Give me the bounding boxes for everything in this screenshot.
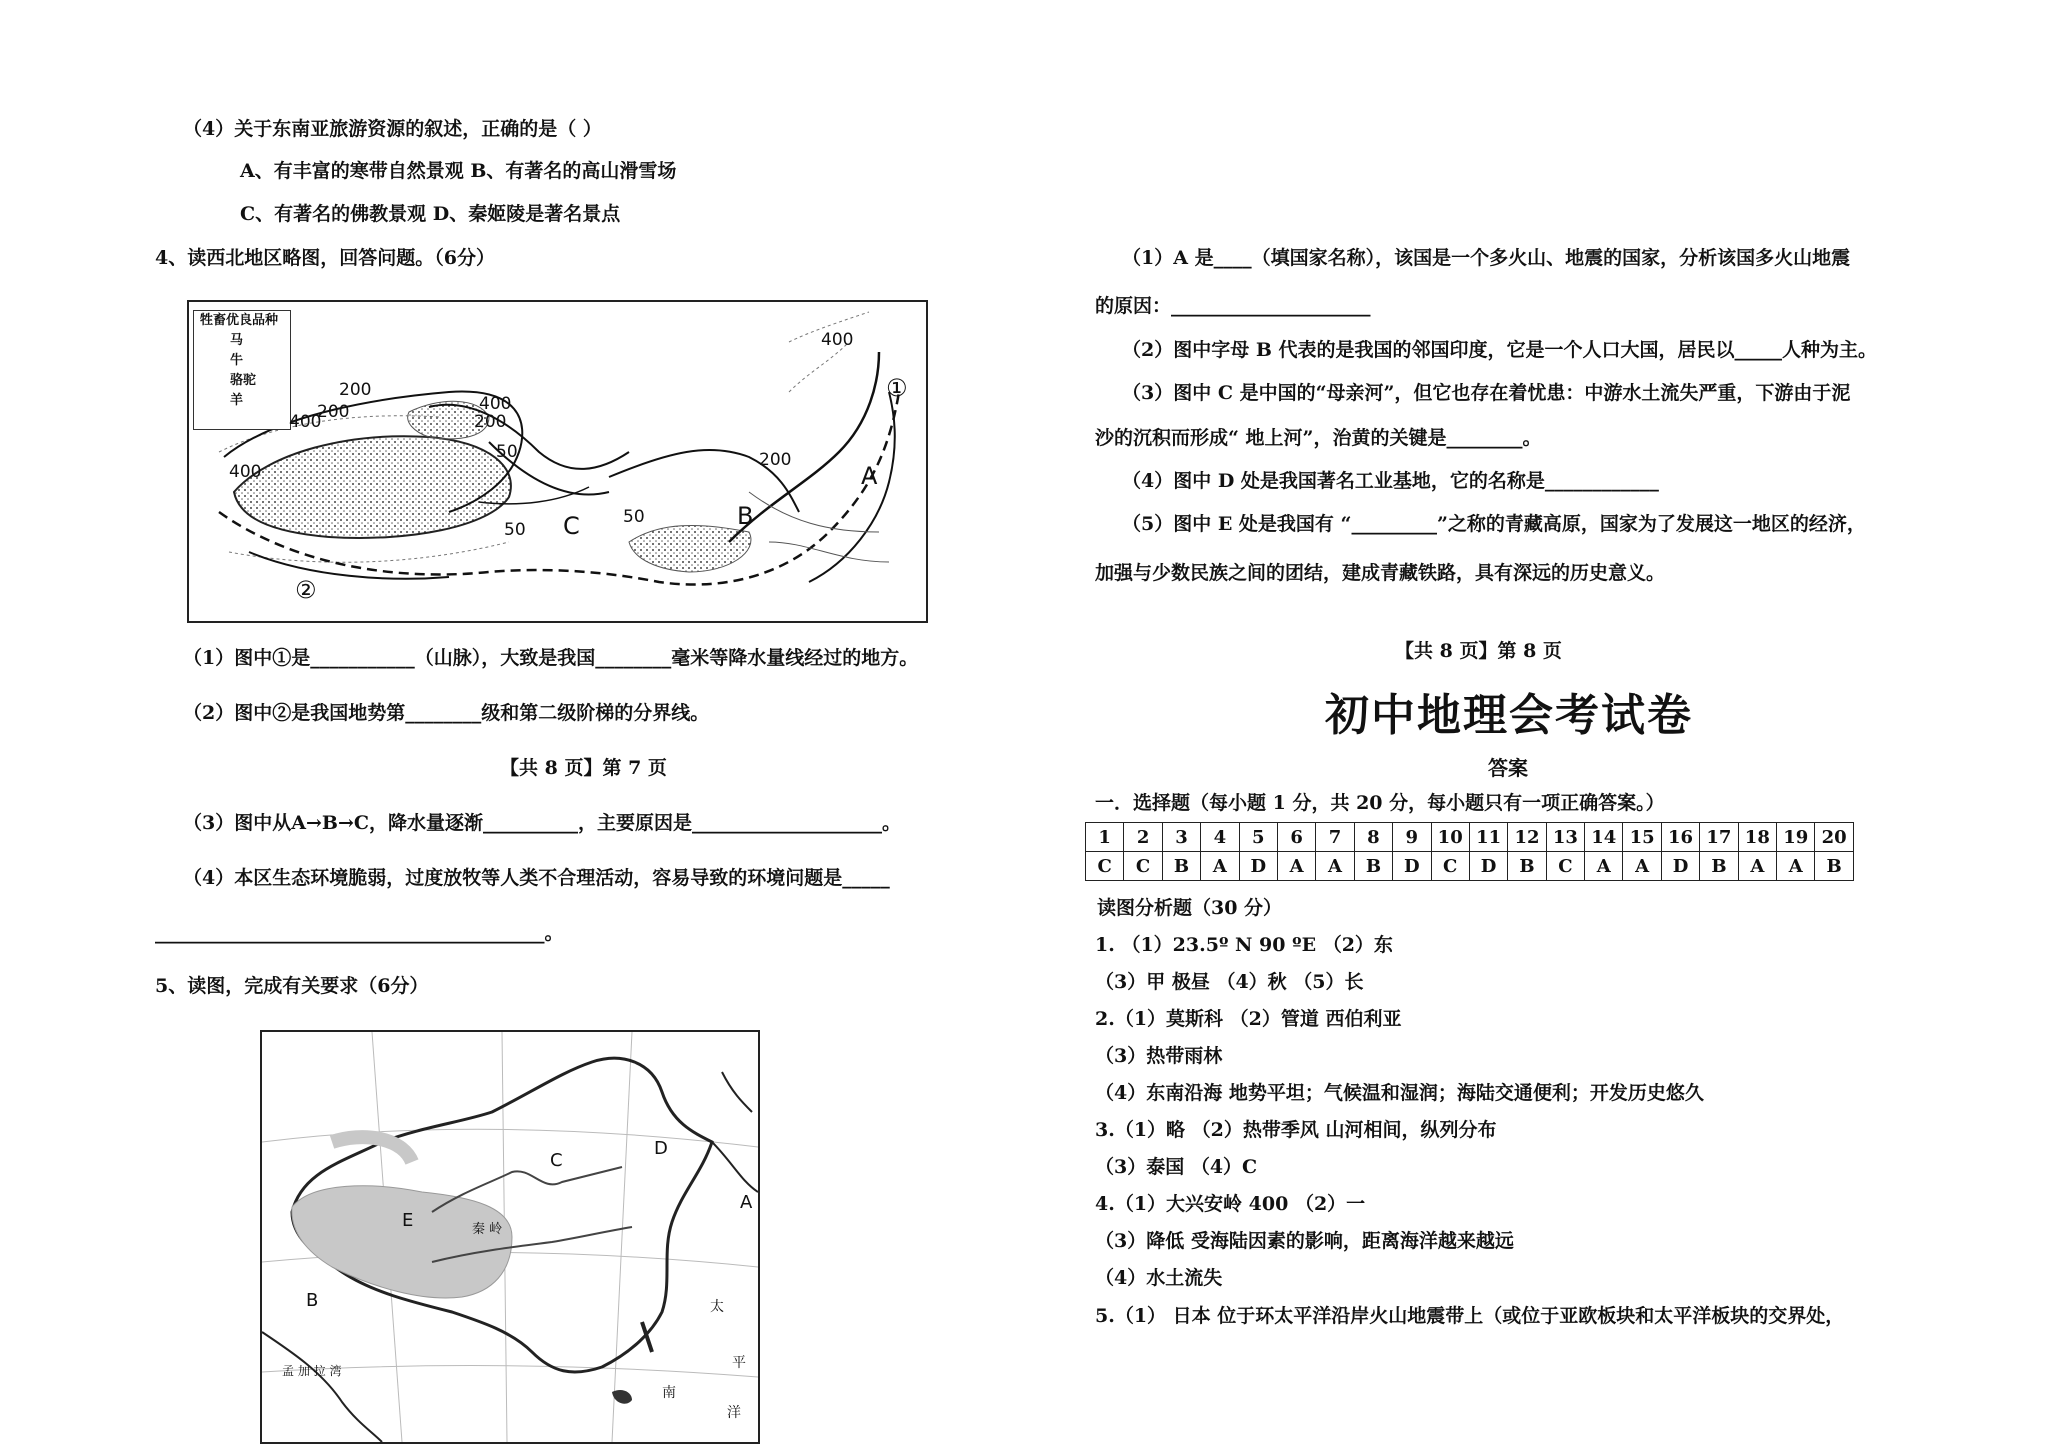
map-label-qinling: 秦 岭: [472, 1222, 503, 1237]
q5-part3b: 沙的沉积而形成“ 地上河”，治黄的关键是________。: [1095, 427, 1542, 449]
question-number: 7: [1316, 823, 1354, 852]
answer-cell: D: [1469, 852, 1507, 881]
q3-4-options-cd: C、有著名的佛教景观 D、秦姬陵是著名景点: [240, 203, 621, 225]
exam-title: 初中地理会考试卷: [1325, 690, 1693, 741]
question-number: 15: [1623, 823, 1661, 852]
isohyet-label: 400: [479, 394, 512, 414]
question-number: 14: [1585, 823, 1623, 852]
map-label-1: ①: [886, 374, 908, 402]
answer-cell: D: [1239, 852, 1277, 881]
q4-part1: （1）图中①是___________（山脉），大致是我国________毫米等降水量线经过的地方。: [183, 647, 919, 669]
answer-line: （3）降低 受海陆因素的影响，距离海洋越来越远: [1095, 1230, 1514, 1252]
question-number: 8: [1354, 823, 1392, 852]
map-label-b: B: [737, 502, 754, 530]
q4-part4: （4）本区生态环境脆弱，过度放牧等人类不合理活动，容易导致的环境问题是_____: [183, 867, 890, 889]
question-number: 12: [1508, 823, 1546, 852]
answer-cell: C: [1086, 852, 1124, 881]
isohyet-label: 400: [229, 462, 262, 482]
isohyet-label: 200: [474, 412, 507, 432]
question-number: 17: [1700, 823, 1738, 852]
isohyet-label: 50: [504, 520, 526, 540]
page-footer-7: 【共 8 页】第 7 页: [500, 757, 667, 779]
isohyet-label: 50: [623, 507, 645, 527]
question-number: 6: [1277, 823, 1315, 852]
answer-cell: C: [1124, 852, 1162, 881]
answer-line: （3）甲 极昼 （4）秋 （5）长: [1095, 971, 1364, 993]
map-label-ping: 平: [732, 1355, 746, 1371]
q5-part5b: 加强与少数民族之间的团结，建成青藏铁路，具有深远的历史意义。: [1095, 562, 1666, 584]
question-number: 2: [1124, 823, 1162, 852]
isohyet-label: 400: [289, 412, 322, 432]
map-label-tai: 太: [710, 1299, 724, 1315]
map-label-a: A: [740, 1192, 753, 1213]
answer-cell: A: [1277, 852, 1315, 881]
isohyet-label: 400: [821, 330, 854, 350]
isohyet-label: 200: [759, 450, 792, 470]
northwest-map-drawing: [189, 302, 926, 621]
legend-sheep: 羊: [230, 393, 244, 408]
china-map: [260, 1030, 760, 1444]
china-map-drawing: [262, 1032, 758, 1442]
question-number: 20: [1815, 823, 1853, 852]
answer-cell: B: [1815, 852, 1853, 881]
legend-title: 牲畜优良品种: [200, 313, 279, 328]
q5-title: 5、读图，完成有关要求（6分）: [155, 975, 429, 997]
answer-cell: D: [1661, 852, 1699, 881]
question-number: 9: [1393, 823, 1431, 852]
answer-cell: A: [1316, 852, 1354, 881]
answer-line: （3）泰国 （4）C: [1095, 1156, 1258, 1178]
map-label-a: A: [861, 462, 878, 490]
map-label-e: E: [402, 1210, 414, 1231]
northwest-map: [187, 300, 928, 623]
map-label-2: ②: [295, 576, 317, 604]
isohyet-label: 50: [496, 442, 518, 462]
q4-part2: （2）图中②是我国地势第________级和第二级阶梯的分界线。: [183, 702, 710, 724]
q5-part4: （4）图中 D 处是我国著名工业基地，它的名称是____________: [1122, 470, 1659, 492]
answer-line: （3）热带雨林: [1095, 1045, 1223, 1067]
map-label-c: C: [563, 512, 580, 540]
question-number: 1: [1086, 823, 1124, 852]
answer-line: 5.（1） 日本 位于环太平洋沿岸火山地震带上（或位于亚欧板块和太平洋板块的交界处，: [1095, 1305, 1845, 1327]
answer-table: [1085, 822, 1854, 881]
question-number: 19: [1777, 823, 1815, 852]
map-label-yang: 洋: [727, 1405, 741, 1421]
q5-part1a: （1）A 是____（填国家名称），该国是一个多火山、地震的国家，分析该国多火山地震: [1122, 247, 1851, 269]
q4-title: 4、读西北地区略图，回答问题。（6分）: [155, 247, 495, 269]
map-label-c: C: [550, 1150, 563, 1171]
answer-cell: A: [1623, 852, 1661, 881]
question-number: 16: [1661, 823, 1699, 852]
answer-cell: B: [1700, 852, 1738, 881]
answer-cell: A: [1777, 852, 1815, 881]
answer-line: 4.（1）大兴安岭 400 （2）一: [1095, 1193, 1366, 1215]
q4-part3: （3）图中从A→B→C，降水量逐渐__________，主要原因是____________________。: [183, 812, 901, 834]
isohyet-label: 200: [339, 380, 372, 400]
answer-row: [1086, 852, 1854, 881]
legend-horse: 马: [230, 333, 244, 348]
q5-part3a: （3）图中 C 是中国的“母亲河”，但它也存在着忧患：中游水土流失严重，下游由于泥: [1122, 382, 1851, 404]
q5-part1b: 的原因：_____________________: [1095, 295, 1371, 317]
answer-cell: A: [1738, 852, 1776, 881]
question-number: 10: [1431, 823, 1469, 852]
answer-cell: D: [1393, 852, 1431, 881]
section-analysis: 读图分析题（30 分）: [1097, 897, 1283, 919]
answer-cell: B: [1354, 852, 1392, 881]
q5-part5a: （5）图中 E 处是我国有 “_________”之称的青藏高原，国家为了发展这一地区的经济，: [1122, 513, 1866, 535]
answer-cell: A: [1201, 852, 1239, 881]
question-number: 3: [1162, 823, 1200, 852]
question-number: 11: [1469, 823, 1507, 852]
q3-4-stem: （4）关于东南亚旅游资源的叙述，正确的是（ ）: [183, 118, 602, 140]
answer-cell: A: [1585, 852, 1623, 881]
page-footer-8: 【共 8 页】第 8 页: [1395, 640, 1562, 662]
section-choice: 一．选择题（每小题 1 分，共 20 分，每小题只有一项正确答案。）: [1095, 792, 1665, 814]
q3-4-options-ab: A、有丰富的寒带自然景观 B、有著名的高山滑雪场: [240, 160, 677, 182]
isohyet-label: 200: [317, 402, 350, 422]
question-number: 4: [1201, 823, 1239, 852]
question-number: 13: [1546, 823, 1584, 852]
q4-part4-line: _________________________________________。: [155, 922, 564, 944]
answer-line: （4）水土流失: [1095, 1267, 1223, 1289]
answer-line: 1. （1）23.5º N 90 ºE （2）东: [1095, 934, 1393, 956]
answer-cell: B: [1162, 852, 1200, 881]
answer-cell: C: [1431, 852, 1469, 881]
map-label-bengal: 孟 加 拉 湾: [282, 1364, 342, 1378]
map-label-b: B: [306, 1290, 319, 1311]
legend-camel: 骆驼: [230, 373, 257, 388]
answer-cell: C: [1546, 852, 1584, 881]
question-number-row: [1086, 823, 1854, 852]
answer-line: 2.（1）莫斯科 （2）管道 西伯利亚: [1095, 1008, 1402, 1030]
answer-line: 3.（1）略 （2）热带季风 山河相间，纵列分布: [1095, 1119, 1497, 1141]
legend-cattle: 牛: [230, 353, 244, 368]
q5-part2: （2）图中字母 B 代表的是我国的邻国印度，它是一个人口大国，居民以_____人种为主。: [1122, 339, 1878, 361]
question-number: 18: [1738, 823, 1776, 852]
map-label-nan: 南: [662, 1385, 676, 1401]
map-label-d: D: [654, 1138, 668, 1159]
answer-subtitle: 答案: [1488, 756, 1528, 780]
livestock-legend: [193, 310, 291, 430]
question-number: 5: [1239, 823, 1277, 852]
answer-cell: B: [1508, 852, 1546, 881]
answer-line: （4）东南沿海 地势平坦；气候温和湿润；海陆交通便利；开发历史悠久: [1095, 1082, 1704, 1104]
